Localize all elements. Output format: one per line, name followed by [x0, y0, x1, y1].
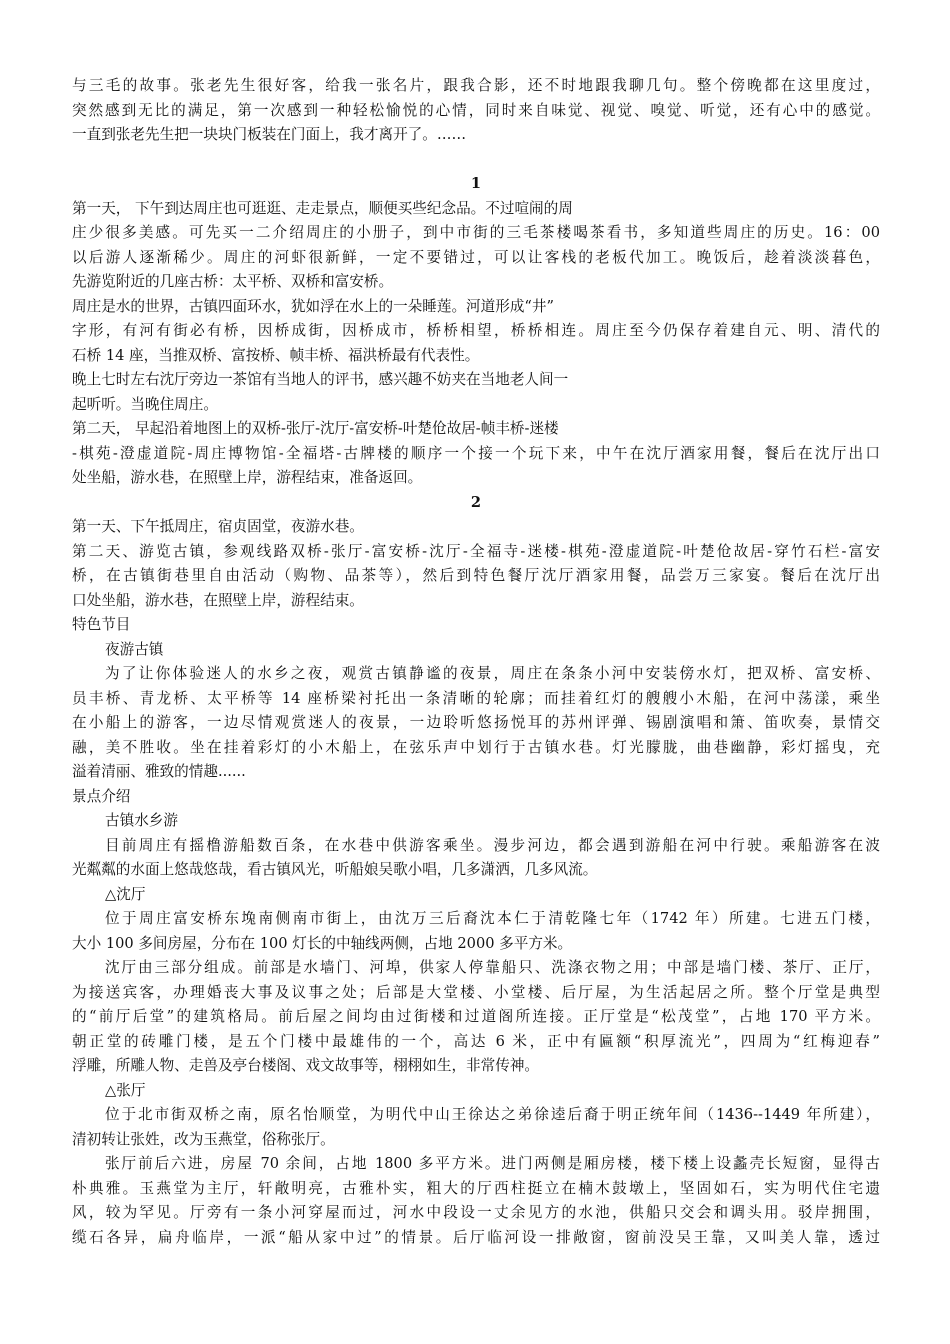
text-line: 大小 100 多间房屋，分布在 100 灯长的中轴线两侧，占地 2000 多平方米。: [72, 934, 573, 952]
text-line: 为接送宾客，办理婚丧大事及议事之处；后部是大堂楼、小堂楼、后厅屋，为生活起居之所。整个厅堂是典型: [72, 983, 880, 1001]
text-line: 张厅前后六进，房屋 70 余间，占地 1800 多平方米。进门两侧是厢房楼，楼下楼上设蠡壳长短窗，显得古: [105, 1155, 880, 1172]
text-line: 第一天， 下午到达周庄也可逛逛、走走景点，顺便买些纪念品。不过喧闹的周: [72, 199, 573, 217]
paragraph: [72, 613, 880, 662]
text-line: 特色节目: [72, 616, 131, 633]
text-line: 位于周庄富安桥东堍南侧南市街上，由沈万三后裔沈本仁于清乾隆七年（1742 年）所建。七进五门楼，: [105, 910, 880, 927]
paragraph: [72, 907, 880, 956]
blank-line: [72, 148, 880, 173]
text-line: 溢着清丽、雅致的情趣......: [72, 763, 246, 780]
text-line: 夜游古镇: [105, 640, 164, 658]
text-line: 处坐船，游水巷，在照壁上岸，游程结束，准备返回。: [72, 469, 423, 486]
text-line: 目前周庄有摇橹游船数百条，在水巷中供游客乘坐。漫步河边，都会遇到游船在河中行驶。乘船游客在波: [105, 836, 880, 854]
text-line: 沈厅由三部分组成。前部是水墙门、河埠，供家人停靠船只、洗涤衣物之用；中部是墙门楼、茶厅、正厅，: [105, 959, 880, 976]
text-line: 朝正堂的砖雕门楼，是五个门楼中最雄伟的一个，高达 6 米，正中有匾额“积厚流光”，四周为“红梅迎春”: [72, 1032, 880, 1050]
text-line: 第一天、下午抵周庄，宿贞固堂，夜游水巷。: [72, 518, 364, 535]
paragraph: [72, 197, 880, 491]
text-line: 融，美不胜收。坐在挂着彩灯的小木船上，在弦乐声中划行于古镇水巷。灯光朦胧，曲巷幽静，彩灯摇曳，充: [72, 738, 880, 756]
section-number: 2: [470, 493, 482, 511]
text-line: 以后游人逐渐稀少。周庄的河虾很新鲜，一定不要错过，可以让客栈的老板代加工。晚饭后，趁着淡淡暮色，: [72, 248, 880, 266]
paragraph: [72, 515, 880, 613]
paragraph: [72, 956, 880, 1103]
text-line: 缆石各异，扁舟临岸，一派“船从家中过”的情景。后厅临河设一排敞窗，窗前没吴王靠，又叫美人靠，透过: [72, 1228, 880, 1246]
text-line: 桥，在古镇街巷里自由活动（购物、品茶等），然后到特色餐厅沈厅酒家用餐，品尝万三家宴。餐后在沈厅出: [72, 567, 880, 584]
text-line: 清初转让张姓，改为玉燕堂，俗称张厅。: [72, 1130, 335, 1148]
text-line: 风，较为罕见。厅旁有一条小河穿屋而过，河水中段设一丈余见方的水池，供船只交会和调头用。驳岸拥围，: [72, 1204, 880, 1221]
text-line: 口处坐船，游水巷，在照壁上岸，游程结束。: [72, 591, 364, 609]
text-line: 晚上七时左右沈厅旁边一茶馆有当地人的评书，感兴趣不妨夹在当地老人间一: [72, 371, 569, 388]
text-line: △沈厅: [105, 885, 146, 903]
text-line: 突然感到无比的满足，第一次感到一种轻松愉悦的心情，同时来自味觉、视觉、嗅觉、听觉，还有心中的感觉。: [72, 101, 880, 119]
text-line: 的“前厅后堂”的建筑格局。前后屋之间均由过街楼和过道阁所连接。正厅堂是“松茂堂”，占地 170 平方米。: [72, 1008, 880, 1025]
paragraph: [72, 74, 880, 148]
text-line: 古镇水乡游: [105, 812, 178, 829]
text-line: 字形，有河有街必有桥，因桥成街，因桥成市，桥桥相望，桥桥相连。周庄至今仍保存着建自元、明、清代的: [72, 322, 880, 339]
text-line: 庄少很多美感。可先买一二介绍周庄的小册子，到中市街的三毛茶楼喝茶看书，多知道些周庄的历史。16：00: [72, 224, 880, 241]
paragraph: [72, 1152, 880, 1250]
paragraph: [72, 662, 880, 785]
text-line: 在小船上的游客，一边尽情观赏迷人的夜景，一边聆听悠扬悦耳的苏州评弹、锡剧演唱和箫、笛吹奏，景情交: [72, 714, 880, 731]
text-line: 先游览附近的几座古桥：太平桥、双桥和富安桥。: [72, 273, 394, 290]
section-number: 1: [470, 175, 482, 192]
text-line: 石桥 14 座，当推双桥、富按桥、帧丰桥、福洪桥最有代表性。: [72, 346, 480, 364]
paragraph: [72, 1103, 880, 1152]
paragraph: [72, 834, 880, 908]
text-line: 员丰桥、青龙桥、太平桥等 14 座桥梁衬托出一条清晰的轮廓；而挂着红灯的艘艘小木船，在河中荡漾，乘坐: [72, 689, 880, 707]
text-line: 浮雕，所雕人物、走兽及亭台楼阁、戏文故事等，栩栩如生，非常传神。: [72, 1057, 540, 1074]
text-line: 位于北市街双桥之南，原名怡顺堂，为明代中山王徐达之弟徐逵后裔于明正统年间（1436--1449 年所建），: [105, 1106, 880, 1123]
text-line: 起听听。当晚住周庄。: [72, 395, 218, 413]
text-line: 第二天， 早起沿着地图上的双桥-张厅-沈厅-富安桥-叶楚伧故居-帧丰桥-迷楼: [72, 420, 559, 437]
text-line: 一直到张老先生把一块块门板装在门面上，我才离开了。……: [72, 126, 467, 143]
text-line: 朴典雅。玉燕堂为主厅，轩敞明亮，古雅朴实，粗大的厅西柱挺立在楠木鼓墩上，坚固如石，实为明代住宅遗: [72, 1179, 880, 1197]
text-line: 为了让你体验迷人的水乡之夜，观赏古镇静谧的夜景，周庄在条条小河中安装傍水灯，把双桥、富安桥、: [105, 665, 880, 682]
text-line: -棋苑-澄虚道院-周庄博物馆-全福塔-古牌楼的顺序一个接一个玩下来，中午在沈厅酒家用餐，餐后在沈厅出口: [72, 444, 880, 462]
paragraph: [72, 785, 880, 834]
text-line: 光粼粼的水面上悠哉悠哉，看古镇风光，听船娘吴歌小唱，几多潇洒，几多风流。: [72, 861, 598, 878]
text-line: 第二天、游览古镇，参观线路双桥-张厅-富安桥-沈厅-全福寺-迷楼-棋苑-澄虚道院-叶楚伧故居-穿竹石栏-富安: [72, 542, 880, 560]
text-line: △张厅: [105, 1081, 146, 1099]
text-line: 与三毛的故事。张老先生很好客，给我一张名片，跟我合影，还不时地跟我聊几句。整个傍晚都在这里度过，: [72, 77, 880, 94]
text-line: 景点介绍: [72, 787, 131, 805]
document-page: [72, 74, 880, 1250]
text-line: 周庄是水的世界，古镇四面环水，犹如浮在水上的一朵睡莲。河道形成“井”: [72, 297, 554, 315]
